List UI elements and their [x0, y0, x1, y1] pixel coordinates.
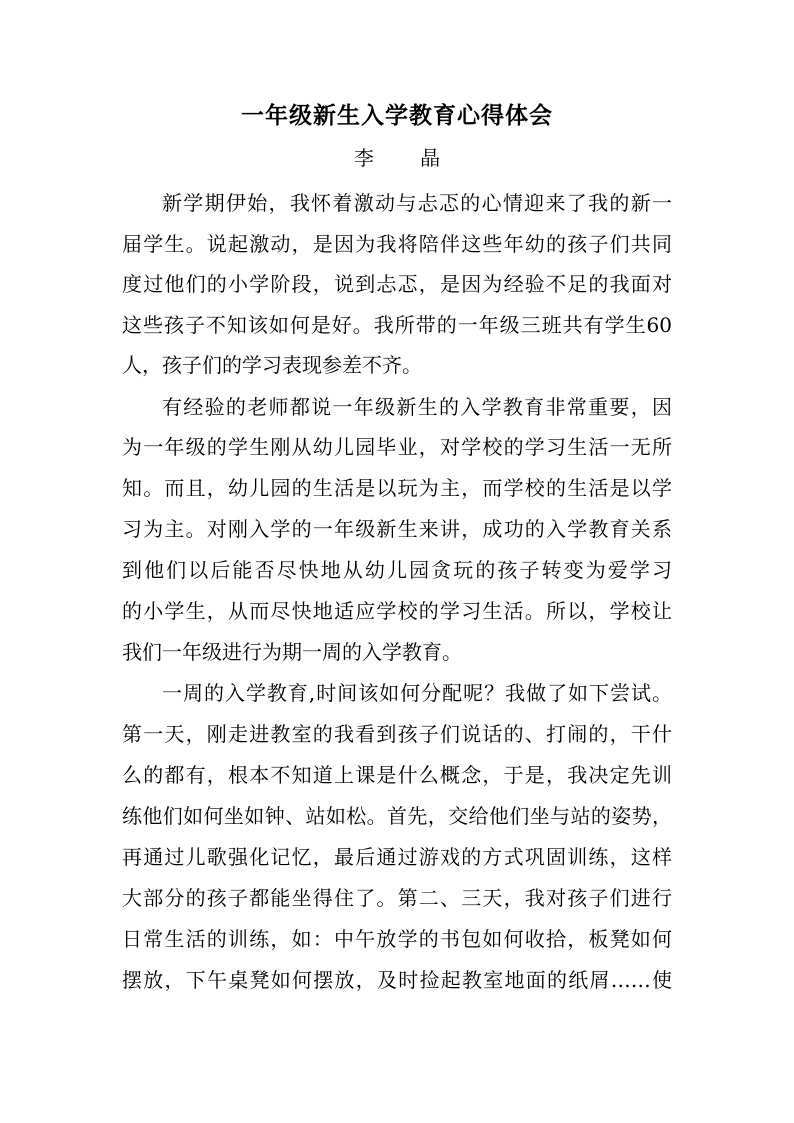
document-title: 一年级新生入学教育心得体会 — [241, 102, 553, 129]
paragraph-3-line-6: 大部分的孩子都能坐得住了。第二、三天，我对孩子们进行 — [122, 886, 672, 910]
paragraph-3-line-8: 摆放，下午桌凳如何摆放，及时捡起教室地面的纸屑……使 — [122, 968, 672, 992]
paragraph-1-line-2: 届学生。说起激动，是因为我将陪伴这些年幼的孩子们共同 — [122, 232, 672, 256]
paragraph-1-line-4: 这些孩子不知该如何是好。我所带的一年级三班共有学生60 — [122, 313, 672, 337]
paragraph-3-line-7: 日常生活的训练，如：中午放学的书包如何收拾，板凳如何 — [122, 927, 672, 951]
paragraph-2-line-5: 到他们以后能否尽快地从幼儿园贪玩的孩子转变为爱学习 — [122, 558, 672, 582]
paragraph-3-line-2: 第一天，刚走进教室的我看到孩子们说话的、打闹的，干什 — [122, 722, 672, 746]
author-name: 李 晶 — [353, 146, 461, 170]
paragraph-1-line-1: 新学期伊始，我怀着激动与忐忑的心情迎来了我的新一 — [162, 191, 672, 215]
paragraph-3-line-4: 练他们如何坐如钟、站如松。首先，交给他们坐与站的姿势， — [122, 804, 672, 828]
paragraph-2-line-2: 为一年级的学生刚从幼儿园毕业，对学校的学习生活一无所 — [122, 435, 672, 459]
paragraph-2-line-7: 我们一年级进行为期一周的入学教育。 — [122, 640, 462, 664]
paragraph-1-line-5: 人，孩子们的学习表现参差不齐。 — [122, 353, 422, 377]
paragraph-2-line-3: 知。而且，幼儿园的生活是以玩为主，而学校的生活是以学 — [122, 476, 672, 500]
paragraph-3-line-3: 么的都有，根本不知道上课是什么概念，于是，我决定先训 — [122, 763, 672, 787]
paragraph-2-line-4: 习为主。对刚入学的一年级新生来讲，成功的入学教育关系 — [122, 517, 672, 541]
paragraph-3-line-1: 一周的入学教育,时间该如何分配呢？我做了如下尝试。 — [162, 681, 672, 705]
paragraph-2-line-6: 的小学生，从而尽快地适应学校的学习生活。所以，学校让 — [122, 599, 672, 623]
paragraph-1-line-3: 度过他们的小学阶段，说到忐忑，是因为经验不足的我面对 — [122, 272, 672, 296]
paragraph-3-line-5: 再通过儿歌强化记忆，最后通过游戏的方式巩固训练，这样 — [122, 845, 672, 869]
paragraph-2-line-1: 有经验的老师都说一年级新生的入学教育非常重要，因 — [162, 395, 672, 419]
